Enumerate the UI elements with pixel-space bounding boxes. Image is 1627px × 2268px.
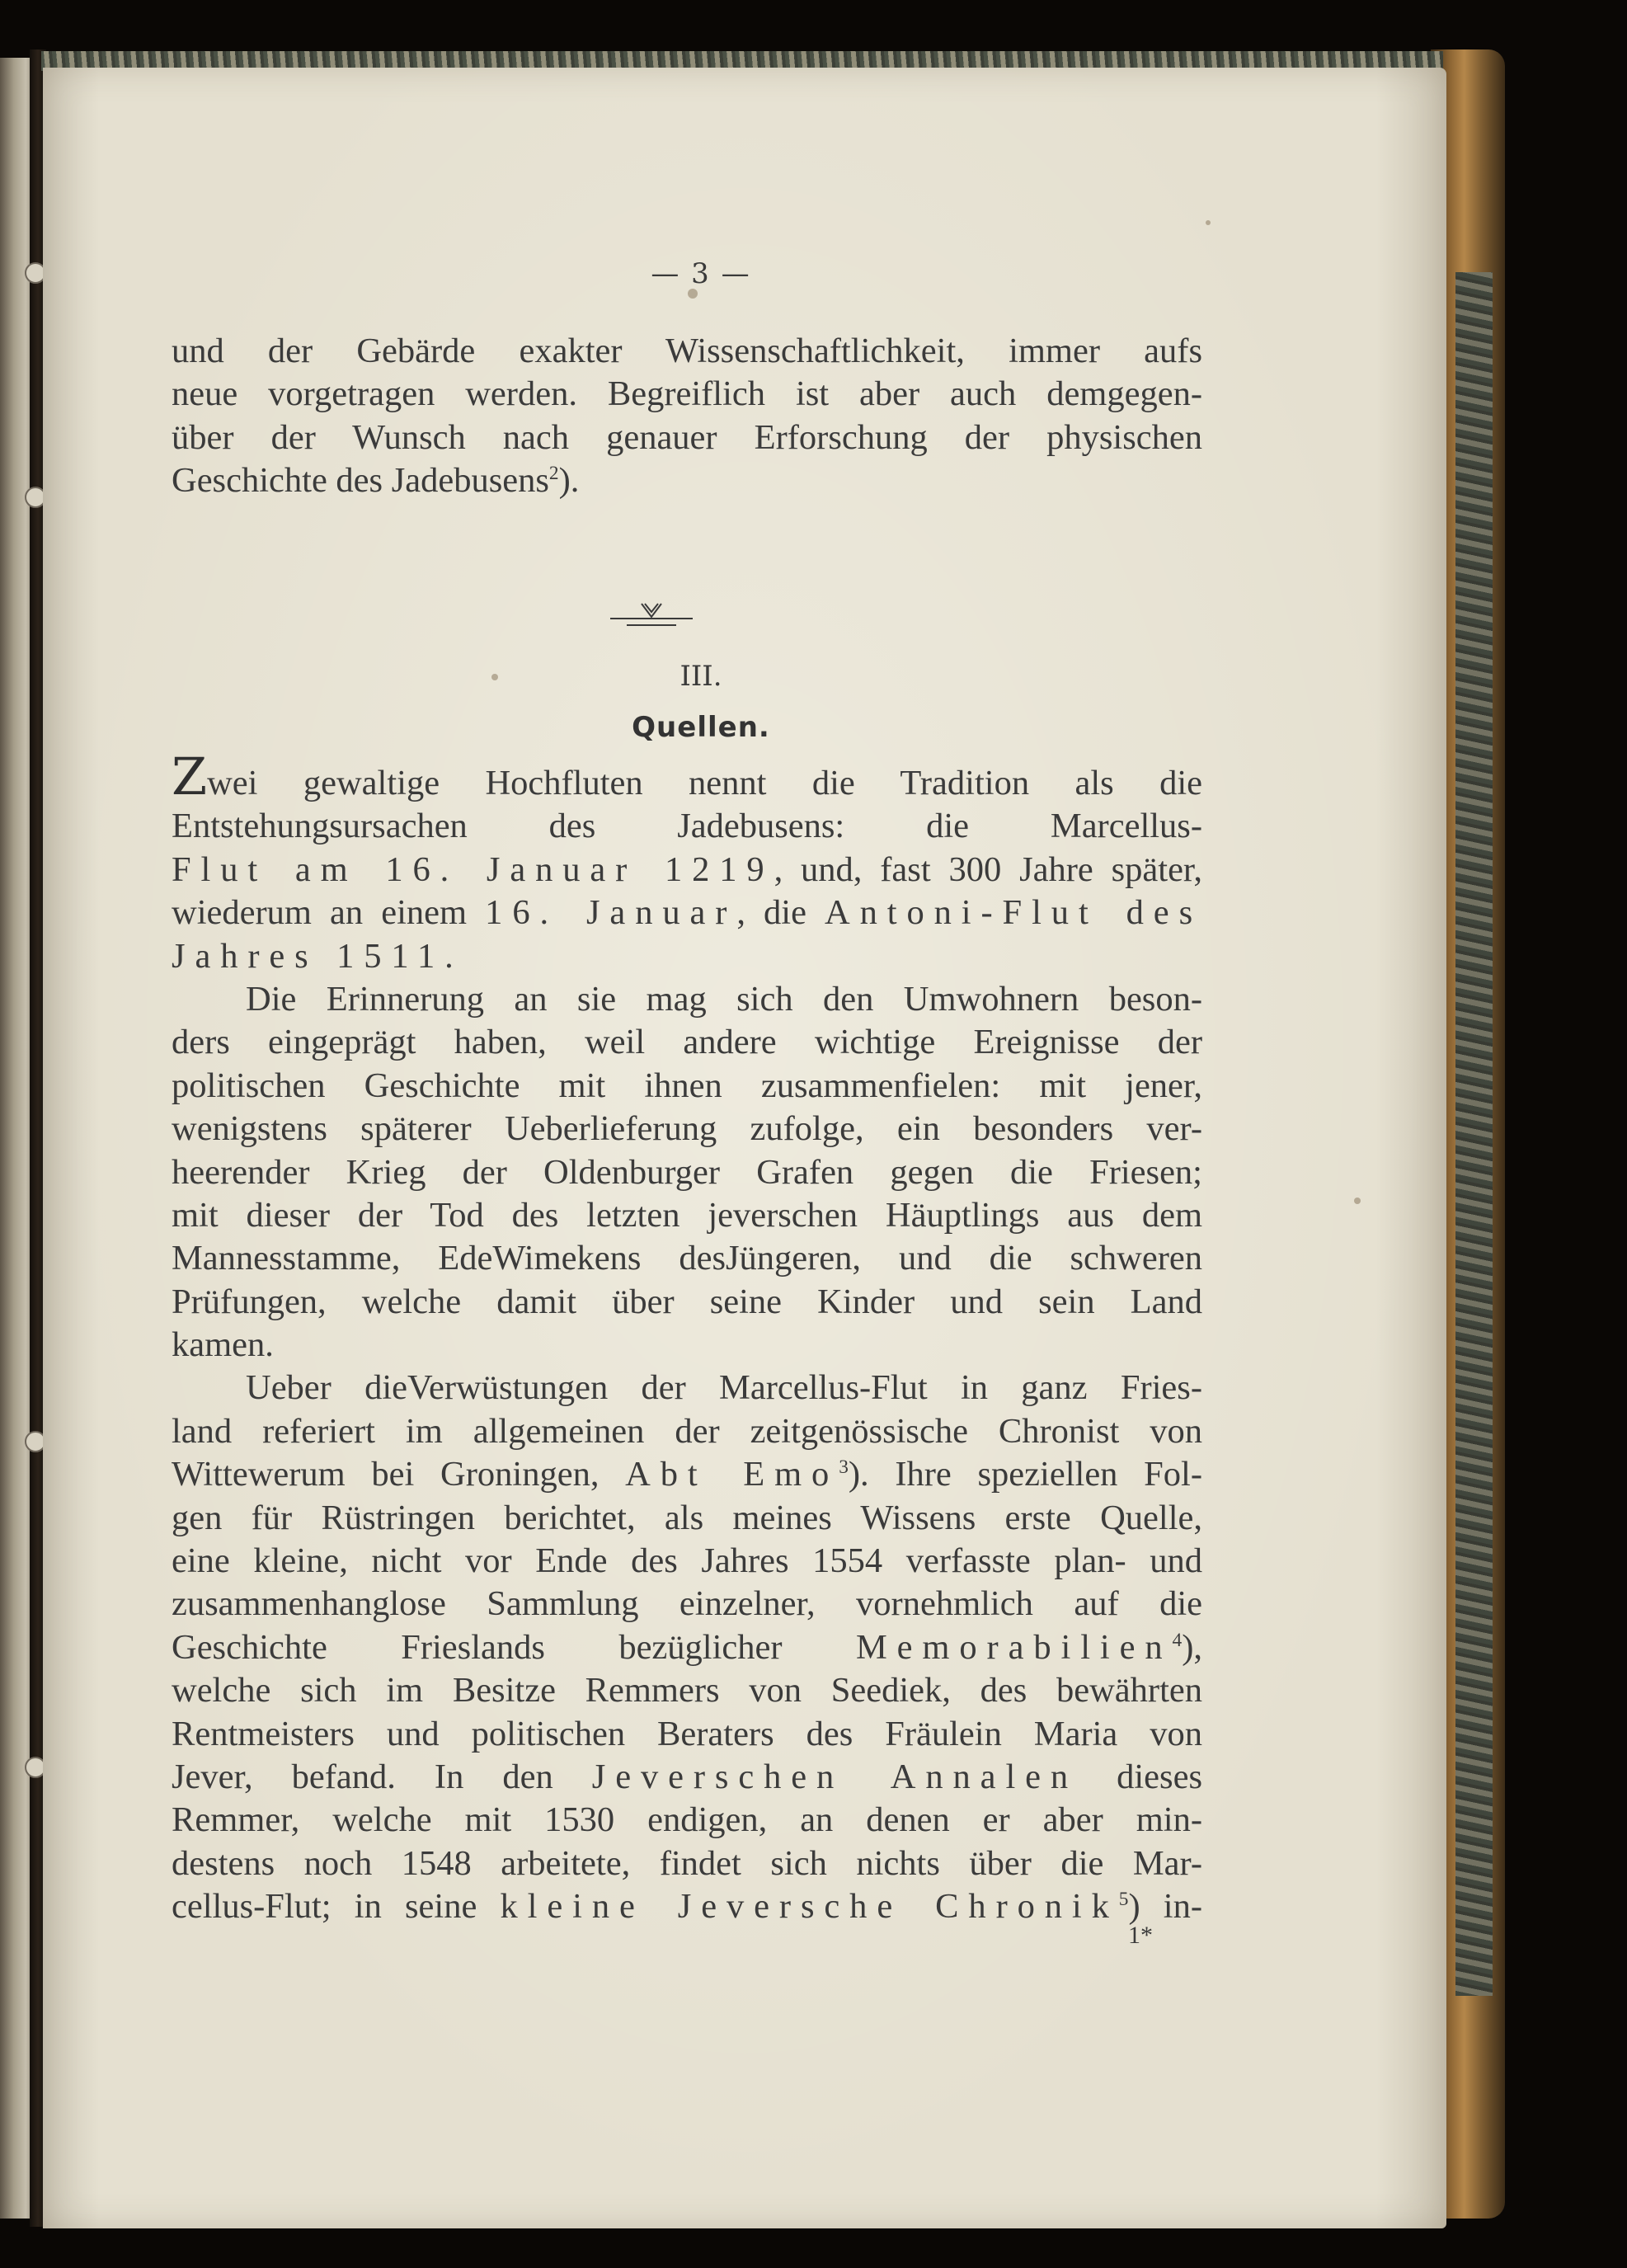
- spaced-text: Memorabilien: [855, 1627, 1173, 1667]
- text-segment: wei gewaltige Hochfluten nennt die Tradition als die: [207, 764, 1202, 802]
- text-line: heerender Krieg der Oldenburger Grafen gegen die Friesen;: [172, 1152, 1202, 1192]
- text-line: Entstehungsursachen des Jadebusens: die Marcellus-: [172, 807, 1202, 846]
- text-line: land referiert im allgemeinen der zeitgenössische Chronist von: [172, 1411, 1202, 1451]
- chapter-number: III.: [679, 660, 722, 693]
- text-segment: dieses: [1078, 1757, 1202, 1796]
- text-line: neue vorgetragen werden. Begreiflich ist aber auch demgegen-: [172, 374, 1202, 414]
- text-line: destens noch 1548 arbeitete, findet sich nichts über die Mar-: [172, 1843, 1202, 1883]
- text-line: [172, 1885, 1202, 1928]
- text-segment: Geschichte Frieslands bezüglicher: [172, 1627, 856, 1667]
- footnote-ref: 4: [1172, 1629, 1183, 1651]
- paper-speck: [1354, 1198, 1361, 1204]
- text-segment: cellus-Flut; in seine: [172, 1887, 501, 1927]
- text-line: Mannesstamme, EdeWimekens desJüngeren, und die schweren: [172, 1239, 1202, 1278]
- text-line: [172, 1756, 1202, 1799]
- text-line: eine kleine, nicht vor Ende des Jahres 1554 verfasste plan- und: [172, 1541, 1202, 1581]
- text-line: [172, 1626, 1202, 1669]
- text-line: [172, 459, 1202, 502]
- text-line: und der Gebärde exakter Wissenschaftlichkeit, immer aufs: [172, 332, 1202, 370]
- drop-cap: Z: [172, 746, 208, 807]
- text-segment: Geschichte des Jadebusens: [172, 461, 549, 501]
- text-segment: Wittewerum bei Groningen,: [172, 1455, 626, 1494]
- text-line: Ueber dieVerwüstungen der Marcellus-Flut in ganz Fries-: [246, 1368, 1202, 1408]
- text-line: Prüfungen, welche damit über seine Kinder und sein Land: [172, 1282, 1202, 1321]
- paper-speck: [491, 674, 498, 680]
- text-segment: Jever, befand. In den: [172, 1757, 592, 1796]
- marbled-cover: [1455, 272, 1493, 1996]
- text-segment: ). Ihre speziellen Fol-: [848, 1455, 1202, 1494]
- text-line: politischen Geschichte mit ihnen zusammenfielen: mit jener,: [172, 1066, 1202, 1105]
- text-line: mit dieser der Tod des letzten jeverschen Häuptlings aus dem: [172, 1195, 1202, 1235]
- text-line: Rentmeisters und politischen Beraters des Fräulein Maria von: [172, 1714, 1202, 1753]
- text-line: wenigstens späterer Ueberlieferung zufolge, ein besonders ver-: [172, 1109, 1202, 1149]
- text-line: zusammenhanglose Sammlung einzelner, vornehmlich auf die: [172, 1584, 1202, 1624]
- text-segment: ).: [558, 461, 580, 501]
- spaced-text: kleine Jeversche Chronik: [500, 1887, 1119, 1927]
- text-line: [172, 849, 1202, 892]
- paper-speck: [1206, 220, 1211, 225]
- text-line: [172, 892, 1202, 934]
- text-line: Remmer, welche mit 1530 endigen, an denen er aber min-: [172, 1800, 1202, 1840]
- spaced-text: Flut am 16. Januar 1219: [172, 849, 774, 889]
- text-line: [172, 746, 1202, 807]
- text-segment: ),: [1182, 1627, 1202, 1667]
- text-line: Die Erinnerung an sie mag sich den Umwohnern beson-: [246, 979, 1202, 1019]
- section-ornament-icon: [602, 599, 701, 632]
- signature-mark: 1*: [1128, 1922, 1153, 1949]
- footnote-ref: 3: [839, 1456, 849, 1479]
- text-line: [172, 1453, 1202, 1496]
- spaced-text: Abt Emo: [625, 1455, 839, 1494]
- footnote-ref: 2: [548, 463, 559, 485]
- intro-paragraph: [172, 330, 1202, 503]
- text-segment: , und, fast 300 Jahre später,: [774, 849, 1203, 889]
- text-line: gen für Rüstringen berichtet, als meines Wissens erste Quelle,: [172, 1498, 1202, 1537]
- text-line: welche sich im Besitze Remmers von Seediek, des bewährten: [172, 1671, 1202, 1710]
- text-line: ders eingeprägt haben, weil andere wichtige Ereignisse der: [172, 1023, 1202, 1062]
- spaced-text: Jahres 1511.: [172, 936, 463, 976]
- body-text: [172, 746, 1203, 1929]
- spaced-text: Antoni-Flut des: [825, 893, 1203, 933]
- text-segment: , die: [736, 893, 825, 933]
- text-segment: wiederum an einem: [172, 893, 486, 933]
- text-line: kamen.: [172, 1325, 274, 1365]
- text-segment: ) in-: [1128, 1887, 1203, 1927]
- footnote-ref: 5: [1118, 1889, 1129, 1910]
- chapter-title: Quellen.: [632, 711, 770, 744]
- text-line: [172, 935, 1202, 978]
- page-number: — 3 —: [651, 257, 751, 290]
- spaced-text: Jeverschen Annalen: [591, 1757, 1079, 1796]
- text-line: über der Wunsch nach genauer Erforschung der physischen: [172, 417, 1202, 457]
- spaced-text: 16. Januar: [485, 893, 737, 933]
